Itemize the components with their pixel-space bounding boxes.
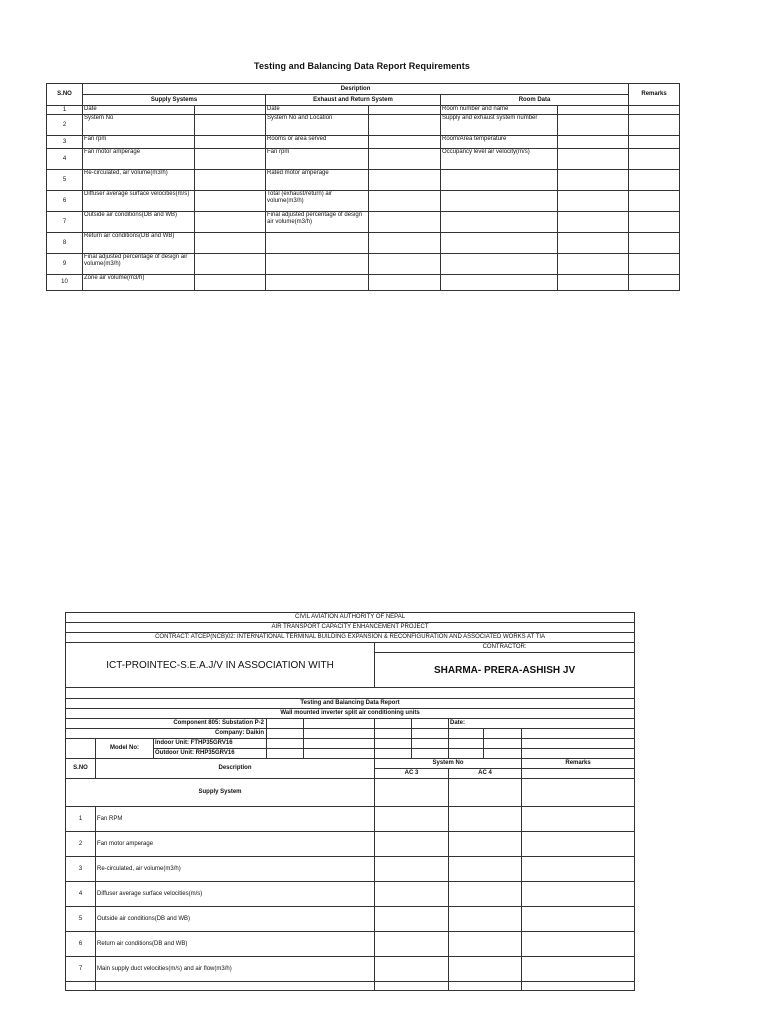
- blank-cell: [369, 106, 441, 115]
- row-number: 3: [47, 136, 83, 149]
- supply-item: Re-circulated, air volume(m3/h): [83, 170, 195, 191]
- blank-cell: [558, 254, 629, 275]
- row-number: 6: [47, 191, 83, 212]
- ac4-cell: [449, 807, 522, 832]
- requirement-row: [47, 233, 680, 254]
- row-number: 7: [47, 212, 83, 233]
- requirement-row: [47, 254, 680, 275]
- supply-item: Fan motor amperage: [83, 149, 195, 170]
- date-label: Date:: [449, 719, 635, 729]
- requirement-row: [47, 149, 680, 170]
- report-remarks-cell: [522, 907, 635, 932]
- blank-cell: [369, 115, 441, 136]
- ac4-cell: [449, 907, 522, 932]
- room-data-header: Room Data: [441, 95, 629, 106]
- model-label: Model No:: [96, 739, 154, 759]
- report-row-number: 7: [66, 957, 96, 982]
- room-item: [441, 254, 558, 275]
- ac3-header: AC 3: [375, 769, 449, 779]
- authority-line: CIVIL AVIATION AUTHORITY OF NEPAL: [66, 613, 635, 623]
- report-remarks-cell: [522, 857, 635, 882]
- supply-item: Zone air volume(m3/h): [83, 275, 195, 291]
- report-title: Testing and Balancing Data Report: [66, 699, 635, 709]
- blank-cell: [558, 136, 629, 149]
- ac3-cell: [375, 807, 449, 832]
- supply-item: Final adjusted percentage of design air volume(m3/h): [83, 254, 195, 275]
- report-row-description: Return air conditions(DB and WB): [96, 932, 375, 957]
- ac4-header: AC 4: [449, 769, 522, 779]
- blank-cell: [369, 233, 441, 254]
- remarks-cell: [629, 233, 680, 254]
- supply-item: Fan rpm: [83, 136, 195, 149]
- description-header: Desription: [83, 84, 629, 95]
- blank-cell: [369, 254, 441, 275]
- balancing-report-table: [65, 612, 635, 991]
- ac3-cell: [375, 957, 449, 982]
- requirement-row: [47, 275, 680, 291]
- report-remarks-header: Remarks: [522, 759, 635, 769]
- project-line: AIR TRANSPORT CAPACITY ENHANCEMENT PROJECT: [66, 623, 635, 633]
- exhaust-item: [266, 254, 369, 275]
- supply-item: Date: [83, 106, 195, 115]
- blank-cell: [195, 149, 266, 170]
- sno-header: S.NO: [47, 84, 83, 106]
- report-row-number: 1: [66, 807, 96, 832]
- company-label: Company: Daikin: [66, 729, 267, 739]
- blank-cell: [369, 212, 441, 233]
- blank-cell: [558, 233, 629, 254]
- indoor-unit: Indoor Unit: FTHP35GRV16: [154, 739, 267, 749]
- report-subtitle: Wall mounted inverter split air conditioning units: [66, 709, 635, 719]
- blank-cell: [369, 170, 441, 191]
- remarks-header: Remarks: [629, 84, 680, 106]
- report-row-number: 5: [66, 907, 96, 932]
- report-row-description: Main supply duct velocities(m/s) and air flow(m3/h): [96, 957, 375, 982]
- report-row-description: Fan motor amperage: [96, 832, 375, 857]
- remarks-cell: [629, 212, 680, 233]
- remarks-cell: [629, 106, 680, 115]
- system-no-header: System No: [375, 759, 522, 769]
- report-row-description: Fan RPM: [96, 807, 375, 832]
- row-number: 2: [47, 115, 83, 136]
- blank-cell: [195, 106, 266, 115]
- outdoor-unit: Outdoor Unit: RHP35GRV16: [154, 749, 267, 759]
- blank-cell: [558, 212, 629, 233]
- exhaust-item: Final adjusted percentage of design air volume(m3/h): [266, 212, 369, 233]
- blank-cell: [195, 136, 266, 149]
- remarks-cell: [629, 136, 680, 149]
- blank-cell: [369, 275, 441, 291]
- exhaust-item: Fan rpm: [266, 149, 369, 170]
- row-number: 5: [47, 170, 83, 191]
- exhaust-item: Total (exhaust/return) air volume(m3/h): [266, 191, 369, 212]
- exhaust-item: Rooms or area served: [266, 136, 369, 149]
- exhaust-item: [266, 275, 369, 291]
- component-label: Component 805: Substation P-2: [66, 719, 267, 729]
- ac4-cell: [449, 832, 522, 857]
- ac3-cell: [375, 907, 449, 932]
- report-remarks-cell: [522, 807, 635, 832]
- ac3-cell: [375, 932, 449, 957]
- report-remarks-cell: [522, 882, 635, 907]
- report-row-number: 2: [66, 832, 96, 857]
- remarks-cell: [629, 191, 680, 212]
- contractor-name: SHARMA- PRERA-ASHISH JV: [375, 653, 635, 688]
- room-item: Occupancy level air velocity(m/s): [441, 149, 558, 170]
- report-row-description: Re-circulated, air volume(m3/h): [96, 857, 375, 882]
- ac4-cell: [449, 857, 522, 882]
- blank-cell: [195, 254, 266, 275]
- blank-cell: [195, 191, 266, 212]
- requirement-row: [47, 191, 680, 212]
- report-sno-header: S.NO: [66, 759, 96, 779]
- requirements-table: [46, 83, 680, 291]
- spacer-row: [66, 688, 635, 699]
- requirement-row: [47, 136, 680, 149]
- contractor-label: CONTRACTOR:: [375, 643, 635, 653]
- remarks-cell: [629, 254, 680, 275]
- report-row: [66, 832, 635, 857]
- exhaust-return-header: Exhaust and Return System: [266, 95, 441, 106]
- blank-cell: [558, 191, 629, 212]
- ac4-cell: [449, 882, 522, 907]
- row-number: 9: [47, 254, 83, 275]
- room-item: [441, 233, 558, 254]
- row-number: 10: [47, 275, 83, 291]
- exhaust-item: System No and Location: [266, 115, 369, 136]
- remarks-cell: [629, 149, 680, 170]
- supply-item: Diffuser average surface velocities(m/s): [83, 191, 195, 212]
- room-item: [441, 212, 558, 233]
- consultant-name: ICT-PROINTEC-S.E.A.J/V IN ASSOCIATION WITH: [66, 643, 375, 688]
- requirement-row: [47, 212, 680, 233]
- supply-item: System No: [83, 115, 195, 136]
- contract-line: CONTRACT: ATCEP(NCB)02: INTERNATIONAL TERMINAL BUILDING EXPANSION & RECONFIGURATION AND ASSOCIATED WORKS AT TIA: [66, 633, 635, 643]
- blank-cell: [369, 149, 441, 170]
- exhaust-item: Date: [266, 106, 369, 115]
- room-item: Supply and exhaust system number: [441, 115, 558, 136]
- ac3-cell: [375, 882, 449, 907]
- requirement-row: [47, 115, 680, 136]
- blank-cell: [369, 136, 441, 149]
- report-remarks-cell: [522, 832, 635, 857]
- blank-cell: [195, 212, 266, 233]
- report-remarks-cell: [522, 957, 635, 982]
- blank-cell: [195, 233, 266, 254]
- exhaust-item: Rated motor amperage: [266, 170, 369, 191]
- ac3-cell: [375, 857, 449, 882]
- report-row: [66, 932, 635, 957]
- requirement-row: [47, 106, 680, 115]
- report-row: [66, 882, 635, 907]
- remarks-cell: [629, 275, 680, 291]
- blank-cell: [558, 170, 629, 191]
- blank-cell: [558, 115, 629, 136]
- room-item: [441, 275, 558, 291]
- row-number: 4: [47, 149, 83, 170]
- remarks-cell: [629, 170, 680, 191]
- blank-cell: [369, 191, 441, 212]
- supply-item: Outside air conditions(DB and WB): [83, 212, 195, 233]
- report-remarks-cell: [522, 932, 635, 957]
- report-row-description: Diffuser average surface velocities(m/s): [96, 882, 375, 907]
- ac4-cell: [449, 932, 522, 957]
- blank-cell: [195, 275, 266, 291]
- blank-cell: [195, 170, 266, 191]
- report-row: [66, 857, 635, 882]
- supply-item: Return air conditions(DB and WB): [83, 233, 195, 254]
- room-item: Room/Area temperature: [441, 136, 558, 149]
- report-row-number: 6: [66, 932, 96, 957]
- report-row-description: Outside air conditions(DB and WB): [96, 907, 375, 932]
- supply-system-heading: Supply System: [66, 779, 375, 807]
- page-title: Testing and Balancing Data Report Requirements: [254, 61, 470, 71]
- blank-cell: [195, 115, 266, 136]
- report-row-number: 4: [66, 882, 96, 907]
- exhaust-item: [266, 233, 369, 254]
- room-item: [441, 170, 558, 191]
- room-item: [441, 191, 558, 212]
- report-row: [66, 957, 635, 982]
- ac4-cell: [449, 957, 522, 982]
- blank-cell: [558, 275, 629, 291]
- remarks-cell: [629, 115, 680, 136]
- report-row: [66, 907, 635, 932]
- row-number: 1: [47, 106, 83, 115]
- blank-cell: [558, 149, 629, 170]
- report-description-header: Description: [96, 759, 375, 779]
- room-item: Room number and name: [441, 106, 558, 115]
- blank-cell: [558, 106, 629, 115]
- report-row-number: 3: [66, 857, 96, 882]
- ac3-cell: [375, 832, 449, 857]
- supply-systems-header: Supply Systems: [83, 95, 266, 106]
- row-number: 8: [47, 233, 83, 254]
- requirement-row: [47, 170, 680, 191]
- report-row: [66, 807, 635, 832]
